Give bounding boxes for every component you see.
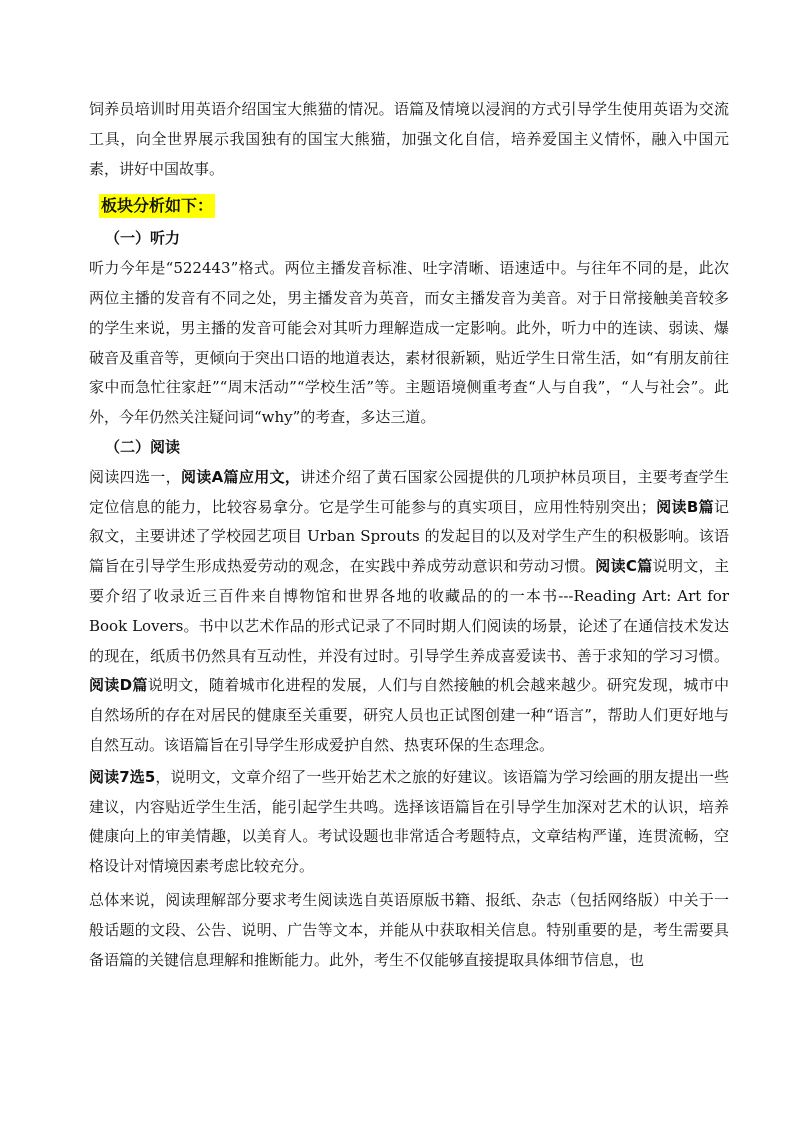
listening-paragraph — [89, 254, 729, 433]
intro-text: 饲养员培训时用英语介绍国宝大熊猫的情况。语篇及情境以浸润的方式引导学生使用英语为交流工具，向全世界展示我国独有的国宝大熊猫，加强文化自信，培养爱国主义情怀，融入中国元素，讲好中国故事。 — [89, 100, 729, 178]
section-title: 板块分析如下： — [99, 194, 215, 218]
reading-p1-e: 说明文，随着城市化进程的发展，人们与自然接触的机会越来越少。研究发现，城市中自然场所的存在对居民的健康至关重要，研究人员也正试图创建一种“语言”，帮助人们更好地与自然互动。该语篇旨在引导学生形成爱护自然、热衷环保的生态理念。 — [89, 676, 730, 754]
intro-paragraph — [89, 95, 729, 184]
reading-a-label: 阅读A篇应用文， — [180, 467, 301, 486]
reading-p1-d: 说明文，主要介绍了收录近三百件来自博物馆和世界各地的收藏品的的一本书---Reading Art: Art for Book Lovers。书中以艺术作品的形式记录了不同时期人们阅读的场景，论述了在通信技术发达的现在，纸质书仍然具有互动性，并没有过时。引导学生养成喜爱读书、善于求知的学习习惯。 — [89, 557, 729, 665]
listening-heading: （一）听力 — [105, 229, 181, 248]
reading-p2-text: ，说明文，文章介绍了一些开始艺术之旅的好建议。该语篇为学习绘画的朋友提出一些建议，内容贴近学生生活，能引起学生共鸣。选择该语篇旨在引导学生加深对艺术的认识，培养健康向上的审美情趣，以美育人。考试设题也非常适合考题特点，文章结构严谨，连贯流畅，空格设计对情境因素考虑比较充分。 — [89, 767, 730, 876]
section-title-row — [89, 190, 729, 222]
reading-paragraph-1 — [89, 463, 729, 761]
reading-p3-text: 总体来说，阅读理解部分要求考生阅读选自英语原版书籍、报纸、杂志（包括网络版）中关于一般话题的文段、公告、说明、广告等文本，并能从中获取相关信息。特别重要的是，考生需要具备语篇的关键信息理解和推断能力。此外，考生不仅能够直接提取具体细节信息，也 — [89, 890, 729, 969]
reading-p1-a: 阅读四选一， — [89, 467, 181, 486]
reading-d-label: 阅读D篇 — [89, 676, 148, 695]
reading-p1-b: 讲述介绍了黄石国家公园提供的几项护林员项目，主要考查学生定位信息的能力，比较容易拿分。它是学生可能参与的真实项目，应用性特别突出； — [89, 467, 729, 516]
reading-heading: （二）阅读 — [105, 437, 181, 456]
reading-paragraph-3 — [89, 886, 729, 975]
listening-text: 听力今年是“522443”格式。两位主播发音标准、吐字清晰、语速适中。与往年不同的是，此次两位主播的发音有不同之处，男主播发音为英音，而女主播发音为美音。对于日常接触美音较多的学生来说，男主播的发音可能会对其听力理解造成一定影响。此外，听力中的连读、弱读、爆破音及重音等，更倾向于突出口语的地道表达，素材很新颖，贴近学生日常生活，如“有朋友前往家中而急忙往家赶”“周末活动”“学校生活”等。主题语境侧重考查“人与自我”，“人与社会”。此外，今年仍然关注疑问词“why”的考查，多达三道。 — [89, 259, 729, 427]
reading-c-label: 阅读C篇 — [595, 557, 653, 576]
reading-p1-c: 记叙文，主要讲述了学校园艺项目 Urban Sprouts 的发起目的以及对学生产生的积极影响。该语篇旨在引导学生形成热爱劳动的观念，在实践中养成劳动意识和劳动习惯。 — [89, 497, 729, 576]
reading-paragraph-2 — [89, 763, 729, 882]
reading-7-5-label: 阅读7选5 — [89, 767, 156, 786]
reading-b-label: 阅读B篇 — [655, 497, 714, 516]
